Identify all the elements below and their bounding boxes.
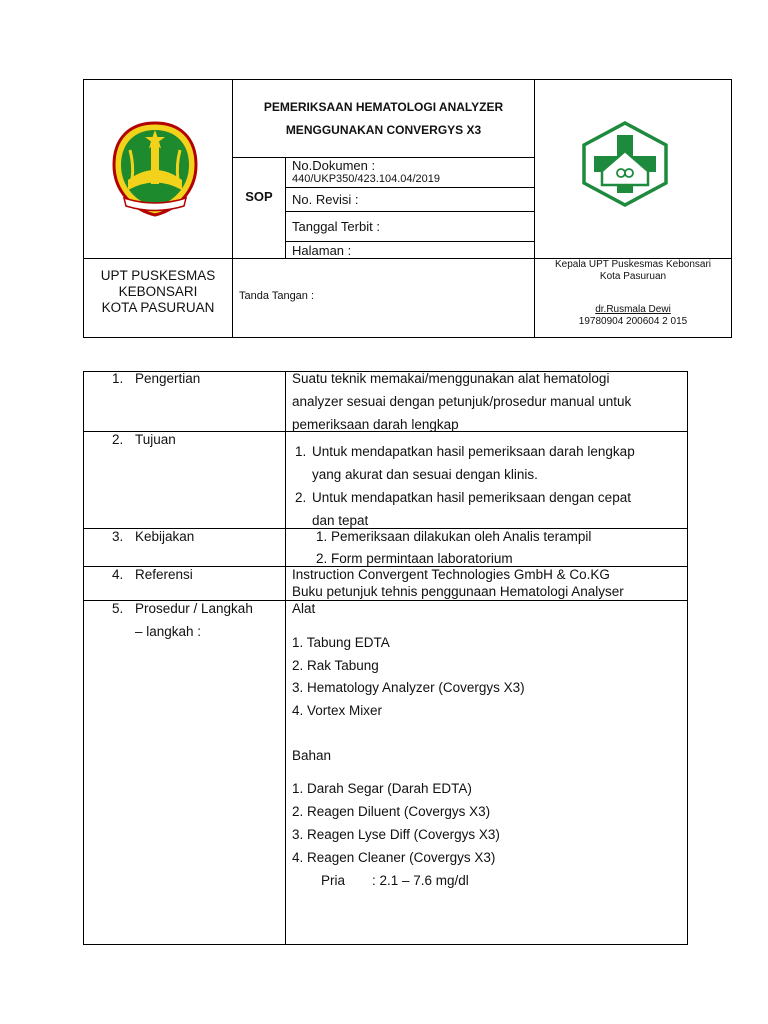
- header-border-top: [83, 79, 732, 80]
- bahan-item: 2. Reagen Diluent (Covergys X3): [292, 804, 491, 819]
- pengertian-line: pemeriksaan darah lengkap: [292, 417, 459, 432]
- tanggal-terbit-label: Tanggal Terbit :: [292, 219, 380, 234]
- body-column-divider: [285, 371, 286, 945]
- kepala-title-line2: Kota Pasuruan: [599, 271, 667, 282]
- pengertian-line: Suatu teknik memakai/menggunakan alat hematologi: [292, 371, 610, 386]
- row-number: 4.: [112, 567, 124, 582]
- kepala-name: dr.Rusmala Dewi: [595, 304, 671, 315]
- org-name-line2: KEBONSARI: [118, 284, 198, 299]
- tujuan-item-line: yang akurat dan sesuai dengan klinis.: [312, 467, 538, 482]
- no-revisi-label: No. Revisi :: [292, 192, 359, 207]
- bahan-item: 4. Reagen Cleaner (Covergys X3): [292, 850, 496, 865]
- header-divider: [232, 79, 233, 338]
- tujuan-item-line: dan tepat: [312, 513, 369, 528]
- kebijakan-item: 1. Pemeriksaan dilakukan oleh Analis terampil: [316, 529, 592, 544]
- tujuan-item-line: Untuk mendapatkan hasil pemeriksaan dengan cepat: [312, 490, 631, 505]
- tujuan-item-number: 2.: [295, 490, 307, 505]
- alat-heading: Alat: [292, 601, 316, 616]
- kepala-title-line1: Kepala UPT Puskesmas Kebonsari: [554, 259, 711, 270]
- row-label-prosedur: Prosedur / Langkah: [135, 601, 253, 616]
- body-border-right: [687, 371, 688, 945]
- pria-label: Pria: [321, 873, 346, 888]
- sop-title-line2: MENGGUNAKAN CONVERGYS X3: [285, 123, 482, 137]
- alat-item: 1. Tabung EDTA: [292, 635, 390, 650]
- kebijakan-item: 2. Form permintaan laboratorium: [316, 551, 513, 566]
- row-label-pengertian: Pengertian: [135, 371, 201, 386]
- pria-value: : 2.1 – 7.6 mg/dl: [372, 873, 469, 888]
- sop-title-line1: PEMERIKSAAN HEMATOLOGI ANALYZER: [263, 100, 504, 114]
- row-label-kebijakan: Kebijakan: [135, 529, 195, 544]
- header-border-bottom: [83, 337, 732, 338]
- header-divider: [285, 157, 286, 258]
- referensi-line: Instruction Convergent Technologies GmbH & Co.KG: [292, 567, 610, 582]
- body-border-bottom: [83, 944, 688, 945]
- header-divider: [285, 241, 535, 242]
- body-border-left: [83, 371, 84, 945]
- org-name-line3: KOTA PASURUAN: [101, 300, 215, 315]
- header-divider: [285, 211, 535, 212]
- row-number: 1.: [112, 371, 124, 386]
- row-label-prosedur-cont: – langkah :: [135, 624, 202, 639]
- sop-label: SOP: [245, 189, 273, 204]
- org-name-line1: UPT PUSKESMAS: [100, 268, 216, 283]
- tanda-tangan-label: Tanda Tangan :: [239, 290, 315, 302]
- row-number: 2.: [112, 432, 124, 447]
- header-divider: [232, 157, 535, 158]
- pengertian-line: analyzer sesuai dengan petunjuk/prosedur manual untuk: [292, 394, 632, 409]
- referensi-line: Buku petunjuk tehnis penggunaan Hematologi Analyser: [292, 584, 624, 599]
- header-divider: [534, 79, 535, 338]
- alat-item: 3. Hematology Analyzer (Covergys X3): [292, 680, 525, 695]
- city-emblem-logo: [110, 120, 200, 218]
- puskesmas-logo: [580, 121, 670, 207]
- bahan-heading: Bahan: [292, 748, 332, 763]
- tujuan-item-number: 1.: [295, 444, 307, 459]
- halaman-label: Halaman :: [292, 243, 352, 258]
- header-divider: [285, 187, 535, 188]
- bahan-item: 3. Reagen Lyse Diff (Covergys X3): [292, 827, 500, 842]
- kepala-nip: 19780904 200604 2 015: [578, 316, 688, 327]
- row-number: 3.: [112, 529, 124, 544]
- bahan-item: 1. Darah Segar (Darah EDTA): [292, 781, 472, 796]
- header-border-right: [731, 79, 732, 338]
- alat-item: 4. Vortex Mixer: [292, 703, 383, 718]
- no-dokumen-value: 440/UKP350/423.104.04/2019: [292, 173, 441, 185]
- no-dokumen-label: No.Dokumen :: [292, 158, 376, 173]
- row-label-referensi: Referensi: [135, 567, 193, 582]
- row-label-tujuan: Tujuan: [135, 432, 176, 447]
- alat-item: 2. Rak Tabung: [292, 658, 379, 673]
- row-number: 5.: [112, 601, 124, 616]
- tujuan-item-line: Untuk mendapatkan hasil pemeriksaan darah lengkap: [312, 444, 635, 459]
